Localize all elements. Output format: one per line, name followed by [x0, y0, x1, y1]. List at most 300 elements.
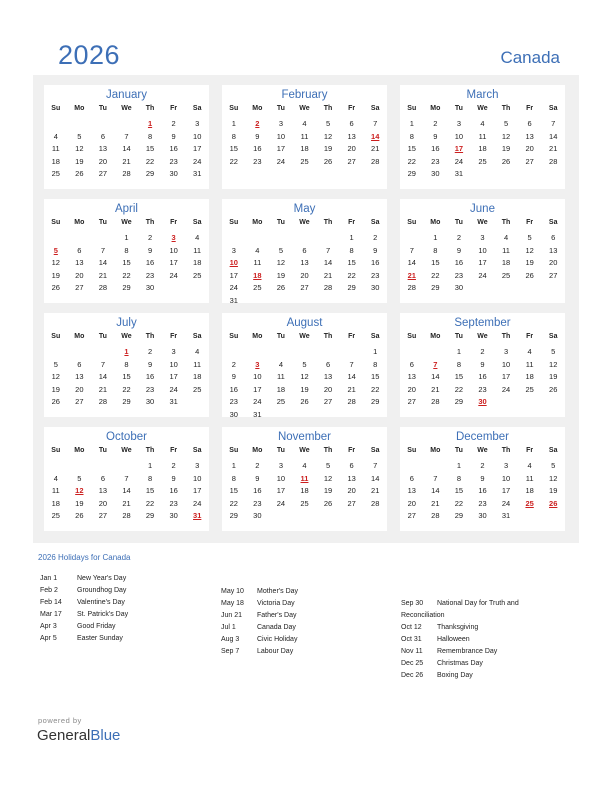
empty-cell [316, 346, 340, 359]
day-cell: 26 [75, 511, 84, 520]
day-cell: 22 [229, 498, 238, 508]
weekday-label: Th [501, 219, 511, 226]
day-cell: 28 [122, 511, 131, 520]
holiday-name: Canada Day [257, 624, 296, 631]
day-cell: 24 [454, 156, 464, 166]
day-cell: 12 [276, 258, 286, 267]
weekday-label: Tu [98, 105, 107, 112]
holiday-day-cell: 10 [229, 258, 238, 267]
day-cell: 29 [454, 511, 464, 520]
day-cell: 30 [478, 511, 487, 520]
day-cell: 5 [325, 119, 331, 128]
day-cell: 18 [51, 498, 60, 508]
weekday-header [400, 103, 565, 115]
day-cell: 19 [75, 498, 84, 508]
day-cell: 12 [549, 359, 558, 369]
day-cell: 9 [171, 131, 176, 141]
holiday-name: Mother's Day [257, 588, 299, 595]
weekday-label: Th [323, 105, 333, 112]
holiday-day-cell: 2 [255, 119, 260, 128]
day-cell: 26 [276, 283, 286, 292]
weekday-label: Sa [192, 219, 202, 226]
day-cell: 17 [229, 270, 238, 280]
day-cell: 15 [229, 144, 238, 153]
day-cell: 31 [454, 169, 464, 178]
holiday-date: Dec 25 [401, 660, 424, 667]
empty-cell [115, 460, 139, 473]
day-cell: 6 [77, 359, 82, 369]
empty-cell [400, 460, 424, 473]
holiday-name: Valentine's Day [77, 599, 125, 606]
day-cell: 4 [302, 119, 307, 128]
day-cell: 22 [122, 270, 131, 280]
weekday-header [222, 217, 387, 229]
day-cell: 19 [51, 270, 60, 280]
weekday-label: Sa [548, 105, 558, 112]
weekday-label: Th [145, 333, 155, 340]
day-cell: 21 [98, 270, 108, 280]
day-cell: 2 [433, 119, 438, 128]
day-cell: 2 [373, 233, 378, 242]
holiday-item [221, 646, 391, 658]
weekday-label: Mo [252, 219, 263, 226]
day-cell: 1 [456, 461, 461, 470]
month-name: June [470, 203, 495, 215]
weekday-label: Fr [526, 447, 534, 454]
day-cell: 25 [193, 384, 202, 394]
day-cell: 18 [300, 486, 309, 495]
day-cell: 8 [349, 245, 354, 255]
day-cell: 10 [193, 473, 202, 483]
day-cell: 7 [433, 473, 438, 483]
day-cell: 11 [300, 131, 309, 141]
day-cell: 3 [456, 119, 461, 128]
weekday-label: We [477, 447, 488, 454]
holiday-day-cell: 12 [75, 486, 84, 495]
calendar-panel [33, 75, 579, 543]
day-cell: 29 [347, 283, 356, 292]
day-cell: 11 [193, 245, 202, 255]
day-cell: 22 [145, 498, 155, 508]
weekday-label: Sa [192, 333, 202, 340]
holiday-name: Christmas Day [437, 660, 483, 667]
day-cell: 6 [325, 359, 331, 369]
day-grid [44, 460, 209, 523]
day-cell: 15 [407, 144, 416, 153]
day-cell: 3 [195, 119, 200, 128]
month-january [44, 85, 209, 189]
day-cell: 20 [407, 384, 416, 394]
day-grid [400, 232, 565, 295]
month-september [400, 313, 565, 417]
day-cell: 30 [145, 397, 155, 406]
day-cell: 2 [480, 461, 485, 470]
day-cell: 9 [373, 245, 378, 255]
day-cell: 10 [253, 372, 262, 381]
day-cell: 21 [122, 156, 131, 166]
day-cell: 8 [409, 131, 414, 141]
month-name: August [286, 317, 323, 329]
holiday-date: Jan 1 [40, 575, 58, 582]
month-november [222, 427, 387, 531]
day-cell: 7 [100, 245, 105, 255]
holiday-date: Jun 21 [221, 612, 243, 619]
holiday-day-cell: 18 [253, 270, 262, 280]
day-cell: 9 [147, 245, 153, 255]
weekday-label: Mo [252, 447, 263, 454]
day-cell: 25 [276, 397, 286, 406]
weekday-label: Fr [526, 219, 534, 226]
day-cell: 11 [51, 486, 60, 495]
weekday-label: Th [323, 447, 333, 454]
day-cell: 22 [454, 498, 464, 508]
day-cell: 22 [407, 156, 416, 166]
day-cell: 31 [501, 511, 511, 520]
day-cell: 30 [169, 511, 178, 520]
day-cell: 16 [145, 372, 155, 381]
day-cell: 8 [433, 245, 438, 255]
holiday-name: Good Friday [77, 623, 116, 630]
day-cell: 28 [98, 397, 108, 406]
day-cell: 26 [323, 498, 333, 508]
day-cell: 13 [323, 372, 333, 381]
holiday-day-cell: 11 [300, 473, 309, 483]
day-cell: 17 [501, 486, 511, 495]
day-cell: 25 [253, 283, 262, 292]
day-cell: 24 [229, 283, 238, 292]
day-cell: 18 [525, 486, 534, 495]
weekday-label: Tu [98, 447, 107, 454]
day-cell: 16 [478, 486, 487, 495]
weekday-label: Sa [548, 447, 558, 454]
weekday-label: Th [145, 447, 155, 454]
weekday-label: Tu [454, 105, 463, 112]
day-cell: 22 [347, 270, 356, 280]
day-cell: 12 [300, 372, 309, 381]
day-cell: 3 [231, 245, 236, 255]
empty-cell [91, 346, 115, 359]
day-cell: 25 [300, 498, 309, 508]
empty-cell [400, 232, 424, 245]
day-cell: 23 [169, 498, 178, 508]
weekday-label: Tu [276, 219, 285, 226]
brand-general-text: General [37, 727, 91, 744]
day-cell: 9 [480, 473, 485, 483]
month-march [400, 85, 565, 189]
holiday-date: Apr 3 [40, 623, 57, 630]
day-cell: 12 [51, 258, 60, 267]
day-cell: 1 [373, 347, 378, 356]
day-cell: 13 [98, 144, 108, 153]
day-cell: 13 [75, 258, 84, 267]
weekday-label: Sa [370, 447, 380, 454]
day-cell: 7 [325, 245, 331, 255]
day-cell: 1 [433, 233, 438, 242]
weekday-label: Su [51, 105, 61, 112]
day-cell: 16 [371, 258, 380, 267]
day-cell: 28 [98, 283, 108, 292]
day-cell: 1 [124, 233, 129, 242]
holiday-day-cell: 25 [525, 498, 534, 508]
day-cell: 17 [193, 144, 202, 153]
day-cell: 6 [100, 473, 105, 483]
day-cell: 30 [454, 283, 464, 292]
day-cell: 18 [193, 258, 202, 267]
empty-cell [68, 232, 92, 245]
day-cell: 1 [147, 461, 153, 470]
day-grid [222, 460, 387, 523]
day-cell: 8 [147, 131, 153, 141]
holiday-name: Thanksgiving [437, 624, 479, 631]
day-cell: 14 [431, 486, 440, 495]
day-cell: 18 [501, 258, 511, 267]
holiday-item [221, 610, 391, 622]
weekday-label: We [299, 333, 310, 340]
day-cell: 6 [77, 245, 82, 255]
holiday-item [401, 634, 571, 646]
holiday-day-cell: 7 [433, 359, 438, 369]
empty-cell [246, 232, 270, 245]
day-cell: 28 [371, 498, 380, 508]
weekday-label: We [299, 447, 310, 454]
holiday-day-cell: 5 [53, 245, 58, 255]
holiday-item-continued [401, 610, 571, 622]
holiday-name: Groundhog Day [77, 587, 127, 594]
day-cell: 25 [51, 169, 60, 178]
day-cell: 22 [122, 384, 131, 394]
day-cell: 26 [501, 156, 511, 166]
day-cell: 9 [171, 473, 176, 483]
month-name: February [281, 89, 328, 101]
day-cell: 5 [551, 347, 556, 356]
day-cell: 9 [433, 131, 438, 141]
day-cell: 16 [454, 258, 464, 267]
day-cell: 20 [525, 144, 534, 153]
weekday-label: Su [407, 105, 417, 112]
holiday-item [221, 598, 391, 610]
holiday-date: Feb 14 [40, 599, 62, 606]
weekday-label: Tu [454, 219, 463, 226]
weekday-label: Tu [454, 447, 463, 454]
day-cell: 10 [169, 359, 178, 369]
day-cell: 18 [300, 144, 309, 153]
day-cell: 6 [551, 233, 556, 242]
weekday-header [400, 445, 565, 457]
empty-cell [424, 460, 448, 473]
day-grid [44, 346, 209, 409]
weekday-label: Sa [548, 219, 558, 226]
day-cell: 3 [480, 233, 485, 242]
day-cell: 4 [53, 473, 58, 483]
day-cell: 29 [229, 511, 238, 520]
day-cell: 13 [300, 258, 309, 267]
day-cell: 26 [323, 156, 333, 166]
day-grid [44, 118, 209, 181]
day-cell: 27 [407, 397, 416, 406]
day-cell: 11 [502, 245, 510, 255]
month-name: July [116, 317, 137, 329]
day-cell: 22 [454, 384, 464, 394]
day-cell: 19 [323, 486, 333, 495]
day-cell: 28 [122, 169, 131, 178]
day-cell: 10 [276, 131, 286, 141]
weekday-label: Tu [98, 219, 107, 226]
day-cell: 15 [347, 258, 356, 267]
day-cell: 27 [98, 511, 108, 520]
day-cell: 12 [549, 473, 558, 483]
day-cell: 2 [171, 119, 176, 128]
day-cell: 24 [501, 384, 511, 394]
day-cell: 28 [371, 156, 380, 166]
month-name: October [106, 431, 147, 443]
day-cell: 2 [231, 359, 236, 369]
day-cell: 24 [478, 270, 487, 280]
holiday-date: Dec 26 [401, 672, 424, 679]
holiday-date: Sep 7 [221, 648, 240, 655]
holiday-day-cell: 31 [193, 511, 202, 520]
day-cell: 3 [503, 461, 509, 470]
weekday-label: Sa [370, 333, 380, 340]
day-cell: 5 [278, 245, 283, 255]
day-cell: 19 [501, 144, 511, 153]
holiday-name: Halloween [437, 636, 470, 643]
day-cell: 25 [300, 156, 309, 166]
day-cell: 18 [276, 384, 286, 394]
weekday-label: Su [407, 333, 417, 340]
day-cell: 27 [75, 283, 84, 292]
day-cell: 13 [407, 372, 416, 381]
day-grid [400, 346, 565, 409]
empty-cell [44, 118, 68, 131]
day-cell: 16 [431, 144, 440, 153]
day-cell: 28 [323, 283, 333, 292]
day-cell: 27 [300, 283, 309, 292]
holiday-day-cell: 1 [147, 119, 153, 128]
holiday-name: Civic Holiday [257, 636, 298, 643]
weekday-label: Mo [74, 219, 85, 226]
weekday-label: Tu [276, 333, 285, 340]
weekday-label: Su [51, 333, 61, 340]
day-cell: 24 [169, 270, 178, 280]
day-cell: 21 [371, 486, 380, 495]
weekday-header [44, 103, 209, 115]
day-cell: 26 [300, 397, 309, 406]
day-cell: 19 [300, 384, 309, 394]
day-cell: 29 [371, 397, 380, 406]
day-cell: 7 [124, 473, 129, 483]
day-cell: 19 [276, 270, 286, 280]
day-cell: 29 [454, 397, 464, 406]
weekday-label: Th [501, 105, 511, 112]
holiday-item [40, 585, 210, 597]
holiday-name: Boxing Day [437, 672, 473, 679]
month-name: January [106, 89, 147, 101]
day-cell: 5 [503, 119, 509, 128]
holiday-date: Oct 12 [401, 624, 422, 631]
day-cell: 16 [253, 144, 262, 153]
day-cell: 8 [147, 473, 153, 483]
weekday-label: Fr [170, 105, 178, 112]
day-cell: 21 [347, 384, 356, 394]
day-cell: 19 [549, 486, 558, 495]
day-cell: 2 [147, 233, 153, 242]
holiday-item [221, 622, 391, 634]
day-cell: 16 [145, 258, 155, 267]
day-cell: 13 [75, 372, 84, 381]
weekday-header [222, 103, 387, 115]
day-cell: 29 [431, 283, 440, 292]
holiday-item [401, 658, 571, 670]
day-cell: 28 [431, 397, 440, 406]
day-cell: 4 [53, 131, 58, 141]
weekday-header [44, 217, 209, 229]
month-may [222, 199, 387, 303]
holiday-name: New Year's Day [77, 575, 127, 582]
day-cell: 9 [255, 131, 260, 141]
empty-cell [293, 346, 317, 359]
month-october [44, 427, 209, 531]
weekday-label: Mo [430, 447, 441, 454]
day-cell: 14 [371, 473, 380, 483]
day-cell: 3 [278, 461, 283, 470]
weekday-label: Sa [548, 333, 558, 340]
month-february [222, 85, 387, 189]
day-cell: 17 [193, 486, 202, 495]
weekday-label: Mo [430, 219, 441, 226]
holiday-name: Easter Sunday [77, 635, 123, 642]
month-august [222, 313, 387, 417]
day-cell: 24 [276, 156, 286, 166]
holiday-date: Jul 1 [221, 624, 236, 631]
day-cell: 29 [122, 397, 131, 406]
empty-cell [91, 460, 115, 473]
weekday-label: Th [145, 105, 155, 112]
day-cell: 1 [231, 461, 236, 470]
day-cell: 13 [98, 486, 108, 495]
day-cell: 4 [302, 461, 307, 470]
holiday-item [40, 573, 210, 585]
day-cell: 10 [501, 359, 511, 369]
day-cell: 6 [100, 131, 105, 141]
day-cell: 11 [478, 131, 487, 141]
day-cell: 17 [253, 384, 262, 394]
day-cell: 1 [349, 233, 354, 242]
day-cell: 31 [169, 397, 178, 406]
day-cell: 6 [409, 473, 414, 483]
day-cell: 12 [323, 131, 333, 141]
day-cell: 2 [147, 347, 153, 356]
generalblue-logo[interactable] [37, 727, 120, 744]
day-cell: 23 [454, 270, 464, 280]
weekday-label: Th [501, 333, 511, 340]
weekday-label: Fr [526, 105, 534, 112]
empty-cell [293, 232, 317, 245]
weekday-label: We [121, 219, 132, 226]
holiday-item [221, 634, 391, 646]
weekday-label: Fr [170, 333, 178, 340]
month-name: March [466, 89, 499, 101]
day-cell: 23 [478, 384, 487, 394]
day-cell: 26 [525, 270, 534, 280]
day-grid [222, 346, 387, 421]
holiday-date: Oct 31 [401, 636, 422, 643]
day-cell: 5 [325, 461, 331, 470]
month-name: September [454, 317, 511, 329]
weekday-label: Th [145, 219, 155, 226]
weekday-label: Mo [74, 447, 85, 454]
day-cell: 25 [478, 156, 487, 166]
day-cell: 25 [51, 511, 60, 520]
